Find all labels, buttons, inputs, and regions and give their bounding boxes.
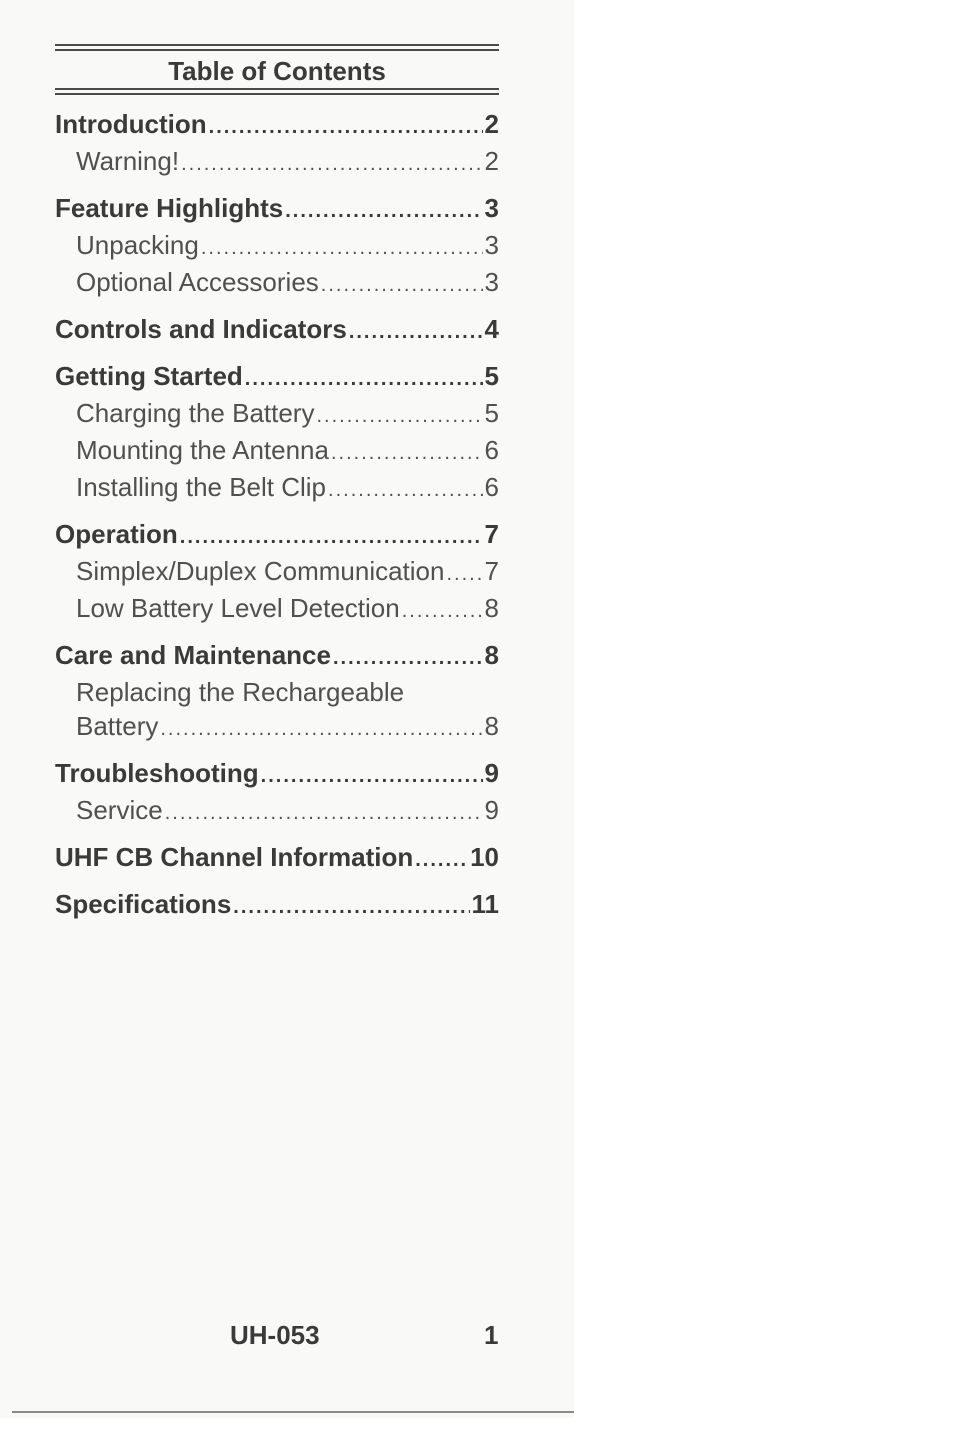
- toc-entry-installing-the-belt-clip[interactable]: [55, 470, 499, 507]
- dot-leader: [446, 557, 482, 591]
- toc-entry-introduction[interactable]: [55, 107, 499, 144]
- toc-entry-label: Controls and Indicators: [55, 314, 347, 344]
- toc-title: Table of Contents: [168, 56, 386, 86]
- toc-entry-uhf-cb-channel-information[interactable]: [55, 840, 499, 877]
- toc-entry-specifications[interactable]: [55, 887, 499, 924]
- toc-entry-page: 11: [471, 889, 499, 919]
- dot-leader: [201, 231, 483, 265]
- toc-entry-feature-highlights[interactable]: [55, 191, 499, 228]
- toc-entry-page: 8: [484, 640, 499, 670]
- toc-entry-simplex-duplex-communication[interactable]: [55, 554, 499, 591]
- footer-page-number: 1: [484, 1320, 499, 1350]
- toc-entry-page: 9: [484, 795, 499, 825]
- title-double-rule: [55, 88, 499, 95]
- toc-entry-label: Mounting the Antenna: [76, 435, 329, 465]
- toc-entry-warning[interactable]: [55, 144, 499, 181]
- toc-entry-page: 10: [470, 842, 499, 872]
- toc-entry-page: 5: [484, 361, 499, 391]
- dot-leader: [165, 796, 483, 830]
- toc-entry-care-and-maintenance[interactable]: [55, 638, 499, 675]
- toc-entry-getting-started[interactable]: [55, 359, 499, 396]
- toc-entry-label: Warning!: [76, 146, 180, 176]
- toc-entry-service[interactable]: [55, 793, 499, 830]
- toc-entry-troubleshooting[interactable]: [55, 756, 499, 793]
- page-edge-line: [12, 1411, 574, 1413]
- toc-entry-page: 8: [484, 711, 499, 741]
- toc-entry-battery[interactable]: [55, 709, 499, 746]
- toc-entry-charging-the-battery[interactable]: [55, 396, 499, 433]
- toc-entry-label: Feature Highlights: [55, 193, 284, 223]
- toc-entry-label: Optional Accessories: [76, 267, 319, 297]
- toc-entry-label: Unpacking: [76, 230, 199, 260]
- toc-entry-page: 2: [484, 109, 499, 139]
- toc-entry-page: 5: [484, 398, 499, 428]
- toc-entry-page: 3: [484, 193, 499, 223]
- toc-entry-page: 7: [484, 519, 499, 549]
- footer-model-number: UH-053: [230, 1320, 320, 1350]
- toc-entry-page: 2: [484, 146, 499, 176]
- table-of-contents: [55, 44, 499, 924]
- dot-leader: [181, 147, 482, 181]
- toc-entry-controls-and-indicators[interactable]: [55, 312, 499, 349]
- dot-leader: [349, 315, 483, 349]
- dot-leader: [328, 473, 483, 507]
- toc-entry-page: 4: [484, 314, 499, 344]
- toc-entry-unpacking[interactable]: [55, 228, 499, 265]
- toc-entry-page: 8: [484, 593, 499, 623]
- dot-leader: [415, 843, 468, 877]
- toc-entry-page: 3: [484, 230, 499, 260]
- toc-entry-page: 6: [484, 472, 499, 502]
- toc-entries: [55, 107, 499, 924]
- toc-entry-label: Specifications: [55, 889, 232, 919]
- toc-entry-optional-accessories[interactable]: [55, 265, 499, 302]
- toc-entry-label: Troubleshooting: [55, 758, 259, 788]
- dot-leader: [233, 890, 469, 924]
- toc-entry-label: Simplex/Duplex Communication: [76, 556, 445, 586]
- toc-entry-operation[interactable]: [55, 517, 499, 554]
- toc-entry-label: Installing the Belt Clip: [76, 472, 327, 502]
- dot-leader: [160, 712, 482, 746]
- dot-leader: [316, 399, 482, 433]
- toc-entry-page: 9: [484, 758, 499, 788]
- toc-entry-label: Care and Maintenance: [55, 640, 331, 670]
- toc-entry-mounting-the-antenna[interactable]: [55, 433, 499, 470]
- toc-entry-label: Service: [76, 795, 163, 825]
- dot-leader: [285, 194, 482, 228]
- toc-entry-page: 7: [484, 556, 499, 586]
- dot-leader: [331, 436, 483, 470]
- toc-entry-label: Operation: [55, 519, 178, 549]
- dot-leader: [402, 594, 483, 628]
- toc-entry-label: Introduction: [55, 109, 207, 139]
- dot-leader: [180, 520, 483, 554]
- toc-entry-label: Replacing the Rechargeable: [76, 677, 405, 707]
- dot-leader: [321, 268, 483, 302]
- dot-leader: [333, 641, 483, 675]
- toc-entry-page: 3: [484, 267, 499, 297]
- toc-entry-label: Battery: [76, 711, 159, 741]
- toc-entry-label: Low Battery Level Detection: [76, 593, 400, 623]
- toc-entry-label: UHF CB Channel Information: [55, 842, 414, 872]
- dot-leader: [245, 362, 483, 396]
- dot-leader: [209, 110, 483, 144]
- toc-entry-page: 6: [484, 435, 499, 465]
- toc-entry-low-battery-level-detection[interactable]: [55, 591, 499, 628]
- toc-entry-replacing-the-rechargeable[interactable]: [55, 675, 499, 709]
- toc-entry-label: Charging the Battery: [76, 398, 315, 428]
- toc-entry-label: Getting Started: [55, 361, 243, 391]
- dot-leader: [261, 759, 483, 793]
- top-double-rule: [55, 44, 499, 51]
